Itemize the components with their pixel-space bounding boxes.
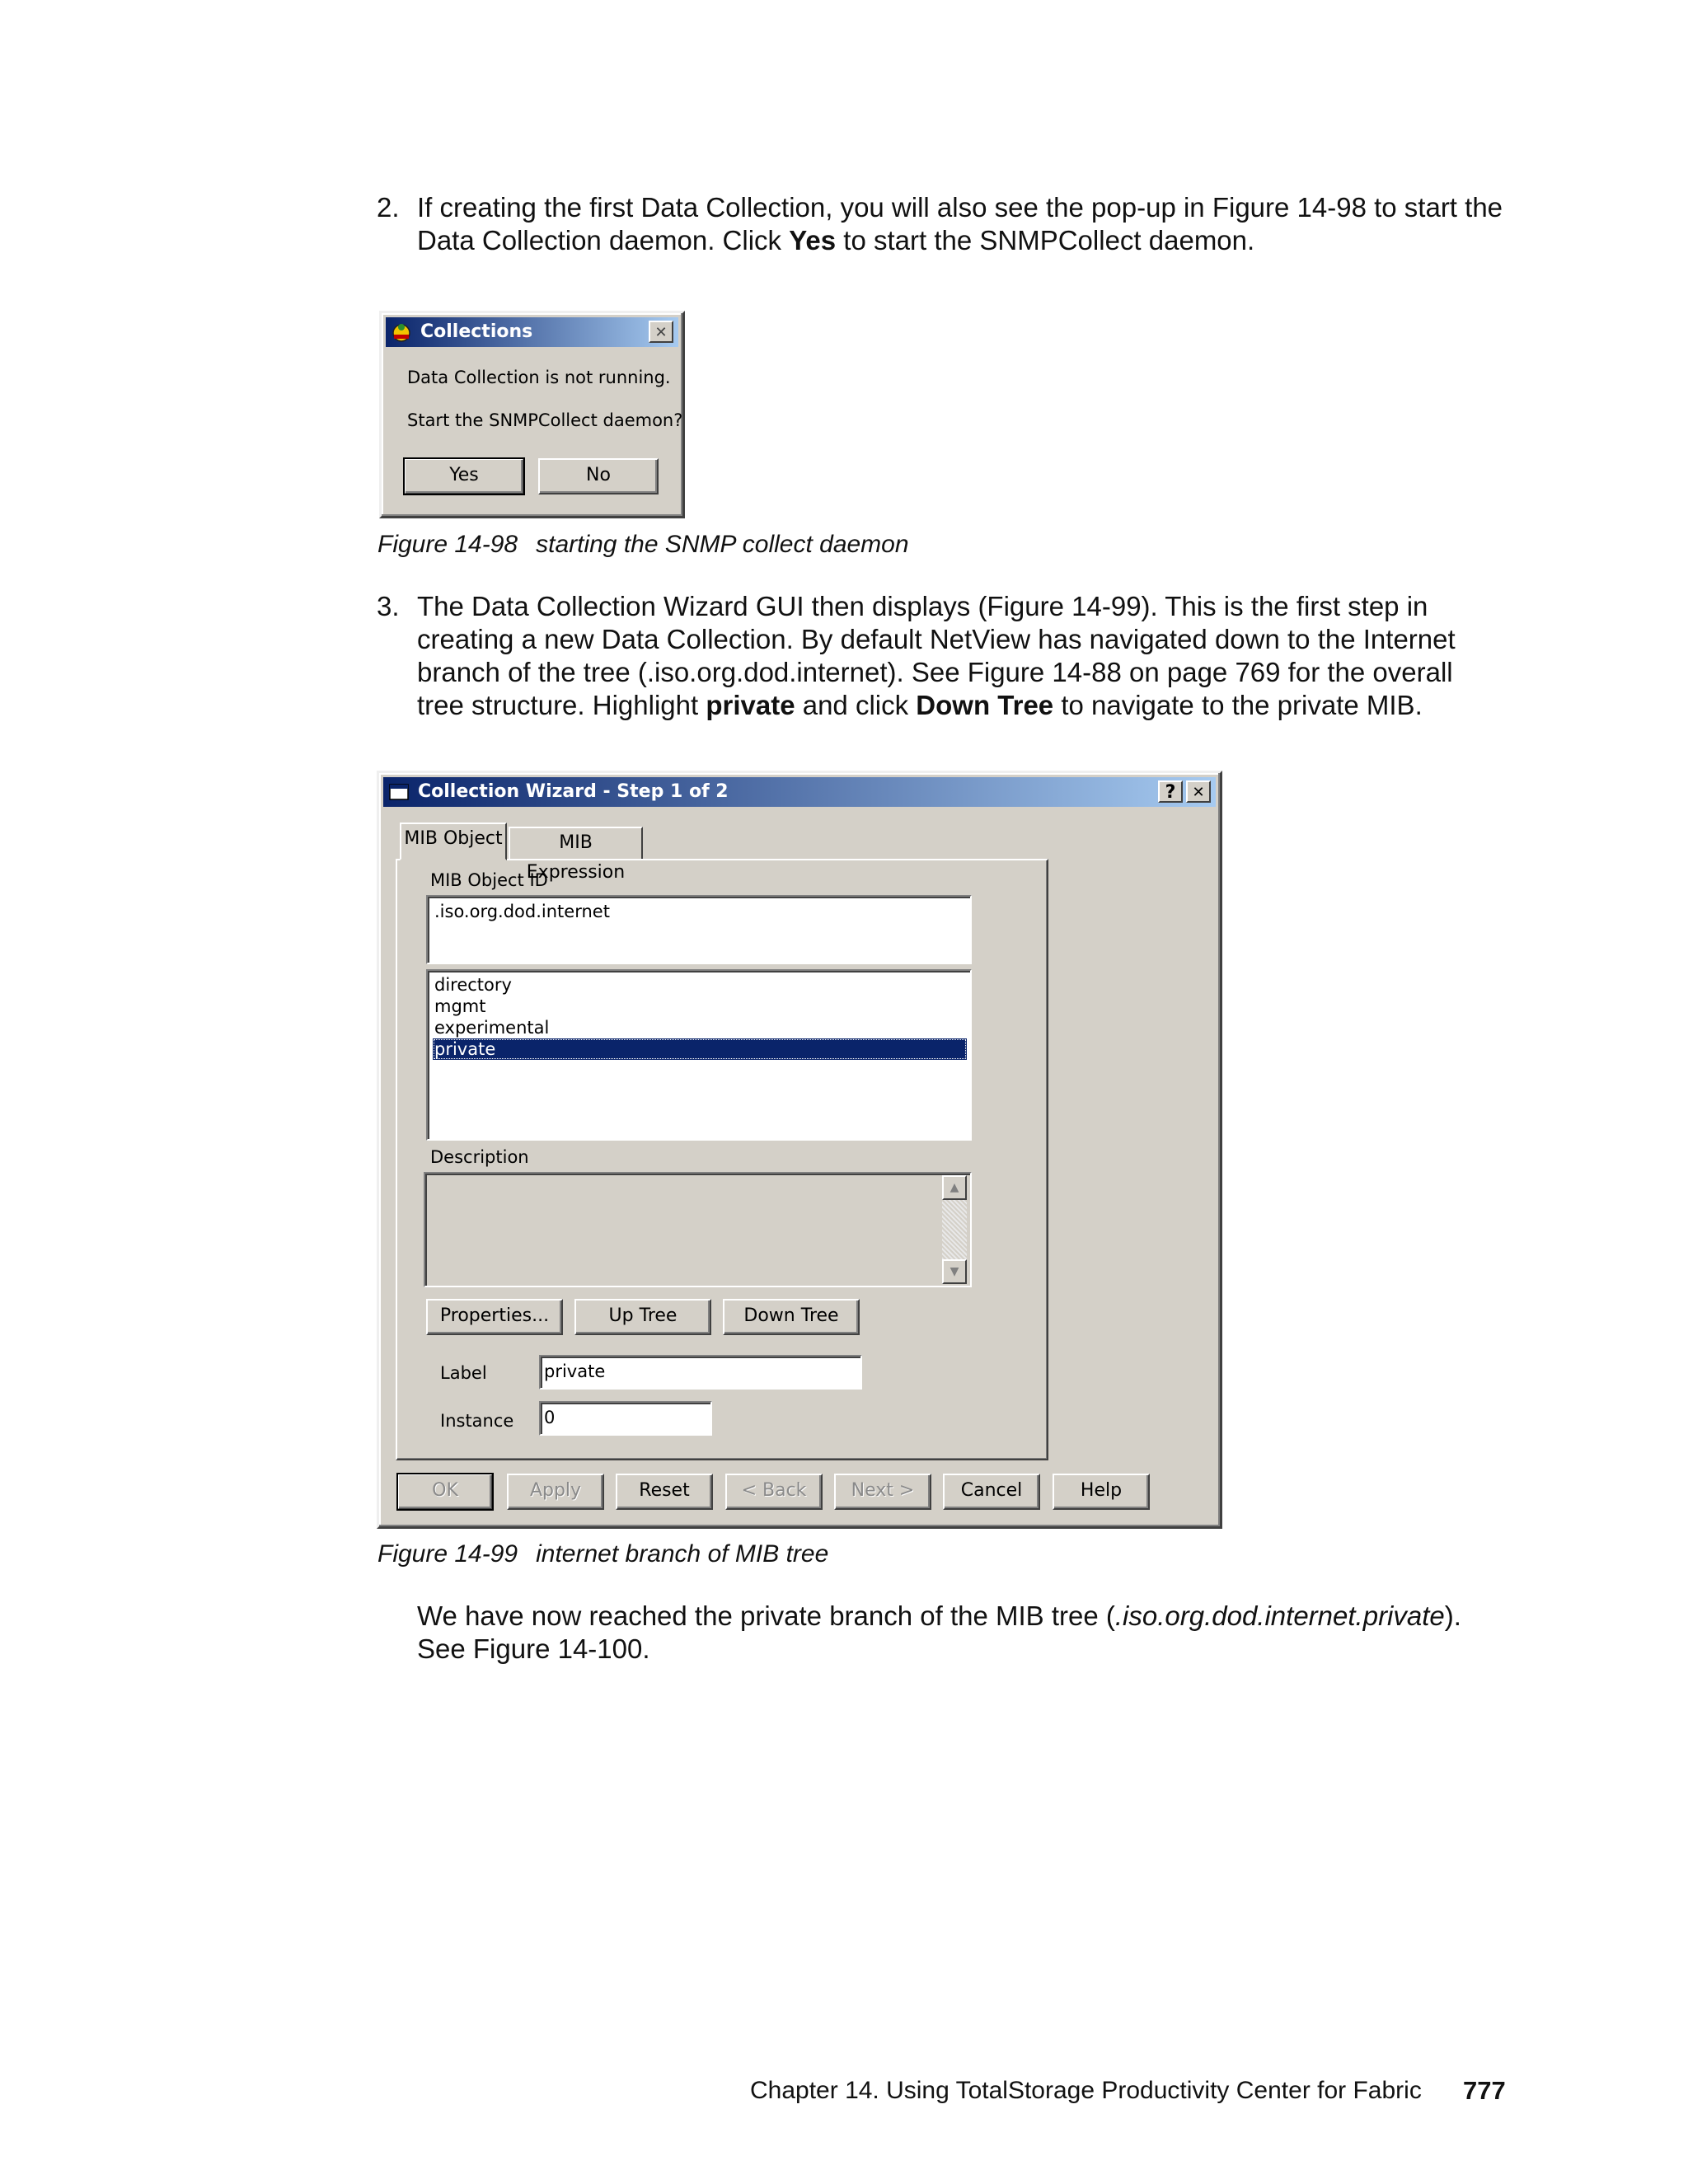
closing-text: We have now reached the private branch of the MIB tree ( bbox=[417, 1601, 1115, 1631]
up-tree-button[interactable]: Up Tree bbox=[574, 1299, 711, 1335]
figure-text: internet branch of MIB tree bbox=[536, 1540, 829, 1568]
label-value: private bbox=[544, 1361, 606, 1381]
label-field[interactable] bbox=[539, 1355, 862, 1390]
step-3-line-4 bbox=[417, 689, 1423, 722]
step-2-bold-yes: Yes bbox=[789, 225, 837, 255]
scroll-up-icon[interactable]: ▲ bbox=[942, 1175, 967, 1200]
step-3-bold-private: private bbox=[706, 690, 795, 720]
mib-object-id-field[interactable] bbox=[426, 895, 972, 964]
step-3-text-mid: and click bbox=[795, 690, 917, 720]
window-icon bbox=[388, 781, 410, 803]
list-item-selected[interactable]: private bbox=[433, 1038, 967, 1060]
step-2-text-end: to start the SNMPCollect daemon. bbox=[836, 225, 1255, 255]
apply-button[interactable]: Apply bbox=[507, 1474, 604, 1510]
step-2-line-2 bbox=[417, 224, 1254, 257]
instance-field[interactable] bbox=[539, 1401, 712, 1436]
properties-button[interactable]: Properties... bbox=[426, 1299, 563, 1335]
step-3-text-end: to navigate to the private MIB. bbox=[1053, 690, 1423, 720]
chapter-footer: Chapter 14. Using TotalStorage Productivity Center for Fabric bbox=[750, 2077, 1422, 2104]
description-label: Description bbox=[430, 1147, 529, 1167]
netview-app-icon bbox=[391, 321, 412, 343]
next-button[interactable]: Next > bbox=[834, 1474, 931, 1510]
cancel-button[interactable]: Cancel bbox=[943, 1474, 1040, 1510]
step-3-text: tree structure. Highlight bbox=[417, 690, 706, 720]
tab-mib-expression[interactable]: MIB Expression bbox=[509, 827, 643, 860]
mib-object-panel bbox=[396, 859, 1048, 1460]
label-label: Label bbox=[440, 1363, 487, 1383]
down-tree-button[interactable]: Down Tree bbox=[723, 1299, 860, 1335]
no-button[interactable]: No bbox=[538, 458, 659, 494]
list-item[interactable]: experimental bbox=[434, 1018, 550, 1038]
close-icon[interactable]: ✕ bbox=[1186, 780, 1211, 803]
list-item[interactable]: directory bbox=[434, 975, 512, 995]
help-icon[interactable]: ? bbox=[1158, 780, 1183, 803]
help-button[interactable]: Help bbox=[1053, 1474, 1150, 1510]
mib-object-id-label: MIB Object ID bbox=[430, 870, 548, 890]
back-button[interactable]: < Back bbox=[725, 1474, 823, 1510]
yes-button[interactable]: Yes bbox=[404, 458, 524, 494]
description-field[interactable] bbox=[424, 1172, 972, 1287]
step-3-number: 3. bbox=[377, 591, 400, 621]
step-3-line-3: branch of the tree (.iso.org.dod.internet). See Figure 14-88 on page 769 for the overall bbox=[417, 657, 1453, 687]
tab-mib-object[interactable]: MIB Object bbox=[400, 823, 507, 860]
step-3-line-2: creating a new Data Collection. By default NetView has navigated down to the Internet bbox=[417, 624, 1456, 654]
popup-message-2: Start the SNMPCollect daemon? bbox=[407, 410, 683, 430]
closing-text-end: ). bbox=[1444, 1601, 1461, 1631]
collections-dialog bbox=[379, 311, 685, 518]
description-scrollbar[interactable] bbox=[940, 1175, 968, 1284]
collections-title: Collections bbox=[420, 321, 533, 342]
figure-label: Figure 14-98 bbox=[377, 531, 518, 558]
page-number: 777 bbox=[1463, 2076, 1506, 2105]
step-2-number: 2. bbox=[377, 192, 400, 223]
collection-wizard-dialog bbox=[377, 771, 1222, 1529]
ok-button[interactable]: OK bbox=[397, 1474, 493, 1510]
closing-line-1 bbox=[417, 1600, 1461, 1633]
figure-text: starting the SNMP collect daemon bbox=[536, 531, 909, 558]
closing-italic-path: .iso.org.dod.internet.private bbox=[1114, 1601, 1445, 1631]
scroll-down-icon[interactable]: ▼ bbox=[942, 1259, 967, 1284]
step-3-bold-down-tree: Down Tree bbox=[916, 690, 1054, 720]
figure-label: Figure 14-99 bbox=[377, 1540, 518, 1568]
popup-message-1: Data Collection is not running. bbox=[407, 368, 671, 387]
closing-line-2: See Figure 14-100. bbox=[417, 1633, 650, 1664]
step-3-line-1: The Data Collection Wizard GUI then displays (Figure 14-99). This is the first step in bbox=[417, 591, 1428, 621]
reset-button[interactable]: Reset bbox=[616, 1474, 713, 1510]
instance-value: 0 bbox=[544, 1408, 556, 1427]
wizard-titlebar[interactable] bbox=[383, 777, 1216, 807]
figure-14-98-caption bbox=[377, 530, 909, 560]
step-2-text: Data Collection daemon. Click bbox=[417, 225, 790, 255]
scroll-track[interactable] bbox=[942, 1200, 967, 1259]
list-item[interactable]: mgmt bbox=[434, 996, 486, 1016]
mib-object-id-value: .iso.org.dod.internet bbox=[434, 902, 610, 921]
close-icon[interactable]: ✕ bbox=[649, 321, 673, 343]
wizard-title: Collection Wizard - Step 1 of 2 bbox=[418, 781, 729, 802]
step-2-line-1: If creating the first Data Collection, you will also see the pop-up in Figure 14-98 to start the bbox=[417, 192, 1503, 223]
instance-label: Instance bbox=[440, 1411, 514, 1431]
figure-14-99-caption bbox=[377, 1540, 828, 1569]
mib-tree-list[interactable] bbox=[426, 969, 972, 1141]
collections-titlebar[interactable] bbox=[386, 317, 678, 347]
